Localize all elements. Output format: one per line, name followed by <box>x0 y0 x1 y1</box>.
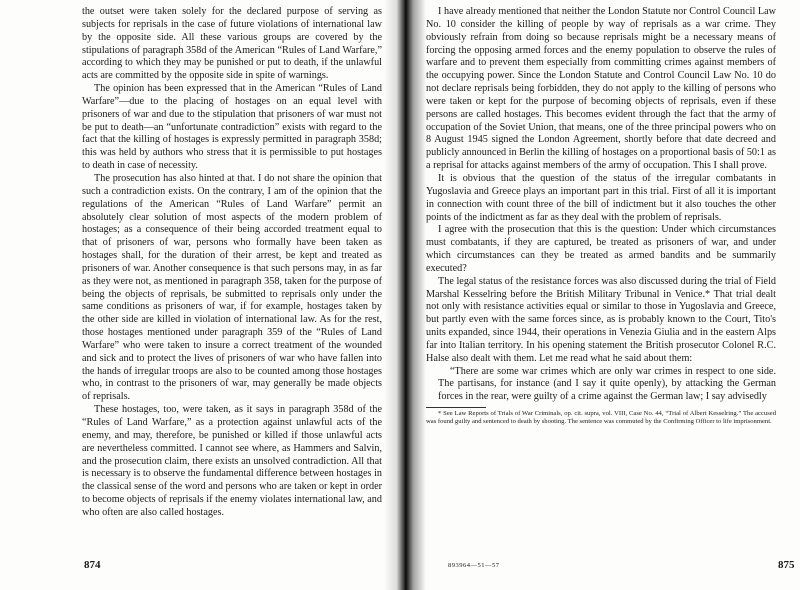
block-quote: “There are some war crimes which are only war crimes in respect to one side. The partisans, for instance (and I say it quite openly), by attacking the German forces in the rear, were guilty of a crime against the German law; I say advisedly <box>438 365 776 403</box>
footnote: * See Law Reports of Trials of War Criminals, op. cit. supra, vol. VIII, Case No. 44, “Trial of Albert Kesselring.” The accused was found guilty and sentenced to death by shooting. The sentence was commuted by the Confirming Officer to life imprisonment. <box>426 410 776 426</box>
paragraph: I agree with the prosecution that this is the question: Under which circumstances must combatants, if they are captured, be treated as prisoners of war, and under which circumstances can they be treated as armed bandits and be summarily executed? <box>426 224 776 274</box>
left-page-body <box>82 6 382 520</box>
page-number: 875 <box>778 559 795 571</box>
paragraph: the outset were taken solely for the declared purpose of serving as subjects for reprisals in the case of future violations of international law by the opposite side. All these various groups are covered by the stipulations of paragraph 358d of the American “Rules of Land Warfare,” according to which they may be punished or put to death, if the unlawful acts are committed by the opposite side in spite of warnings. <box>82 6 382 82</box>
paragraph: It is obvious that the question of the status of the irregular combatants in Yugoslavia and Greece plays an important part in this trial. First of all it is important in connection with count three of the bill of indictment but it also touches the other points of the indictment as far as they deal with the problem of reprisals. <box>426 172 776 223</box>
paragraph: The prosecution has also hinted at that. I do not share the opinion that such a contradiction exists. On the contrary, I am of the opinion that the regulations of the American “Rules of Land Warfare” permit an absolutely clear solution of most aspects of the modern problem of hostages; as a consequence of their being accorded treatment equal to that of prisoners of war, persons who formally have been taken as hostages shall, for the duration of their arrest, be kept and treated as prisoners of war. Another consequence is that such persons may, in as far as they were not, as mentioned in paragraph 358, taken for the purpose of being the objects of reprisals, be submitted to reprisals only under the same conditions as prisoners of war, if for example, hostages taken by the other side are killed in violation of international law. As for the rest, those hostages mentioned under paragraph 359 of the “Rules of Land Warfare” who were taken to insure a correct treatment of the wounded and sick and to protect the lives of prisoners of war who have fallen into the hands of irregular troops are also to be counted among those hostages who, in contrast to the prisoners of war, may generally be made objects of reprisals. <box>82 172 382 403</box>
paragraph: The legal status of the resistance forces was also discussed during the trial of Field Marshal Kesselring before the British Military Tribunal in Venice.* That trial dealt not only with resistance activities equal or similar to those in Yugoslavia and Greece, but partly even with the same forces since, as is probably known to the Court, Tito's units expanded, since 1944, their operations in Venezia Giulia and in the eastern Alps far into Italian territory. In his opening statement the British prosecutor Colonel R.C. Halse also dealt with them. Let me read what he said about them: <box>426 275 776 364</box>
paragraph: The opinion has been expressed that in the American “Rules of Land Warfare”—due to the placing of hostages on an equal level with prisoners of war and due to the stipulation that prisoners of war must not be put to death—an “unfortunate contradiction” exists with regard to the fact that the killing of hostages is expressly permitted in paragraph 358d; this was held by authors who stress that it is permissible to put hostages to death in case of necessity. <box>82 83 382 172</box>
paragraph: I have already mentioned that neither the London Statute nor Control Council Law No. 10 consider the killing of people by way of reprisals as a war crime. They obviously refrain from doing so because reprisals might be a necessary means of forcing the opposing armed forces and the enemy population to observe the rules of warfare and to prevent them especially from committing crimes against members of the occupying power. Since the London Statute and Control Council Law No. 10 do not declare reprisals being forbidden, they do not apply to the killing of persons who were taken or kept for the purpose of becoming objects of reprisals, even if these persons are called hostages. This becomes evident through the fact that the army of occupation of the Soviet Union, that means, one of the three principal powers who on 8 August 1945 signed the London Agreement, shortly before that date decreed and publicly announced in Berlin the killing of hostages on a proportional basis of 50:1 as a reprisal for attacks against members of the army of occupation. This I shall prove. <box>426 6 776 172</box>
paragraph: These hostages, too, were taken, as it says in paragraph 358d of the “Rules of Land Warfare,” as a protection against unlawful acts of the enemy, and may, therefore, be punished or killed if those unlawful acts are nevertheless committed. I cannot see where, as Hammers and Salvin, and the prosecution claim, there exists an unsolved contradiction. All that is necessary is to observe the fundamental difference between hostages in the classical sense of the word and persons who are taken or kept in order to become objects of reprisals if the enemy violates international law, and who often are also called hostages. <box>82 404 382 518</box>
footnote-divider <box>426 407 486 408</box>
right-page-body <box>426 6 776 426</box>
page-number: 874 <box>84 559 101 571</box>
right-page <box>408 0 800 590</box>
printer-code: 893964—51—57 <box>448 562 500 569</box>
